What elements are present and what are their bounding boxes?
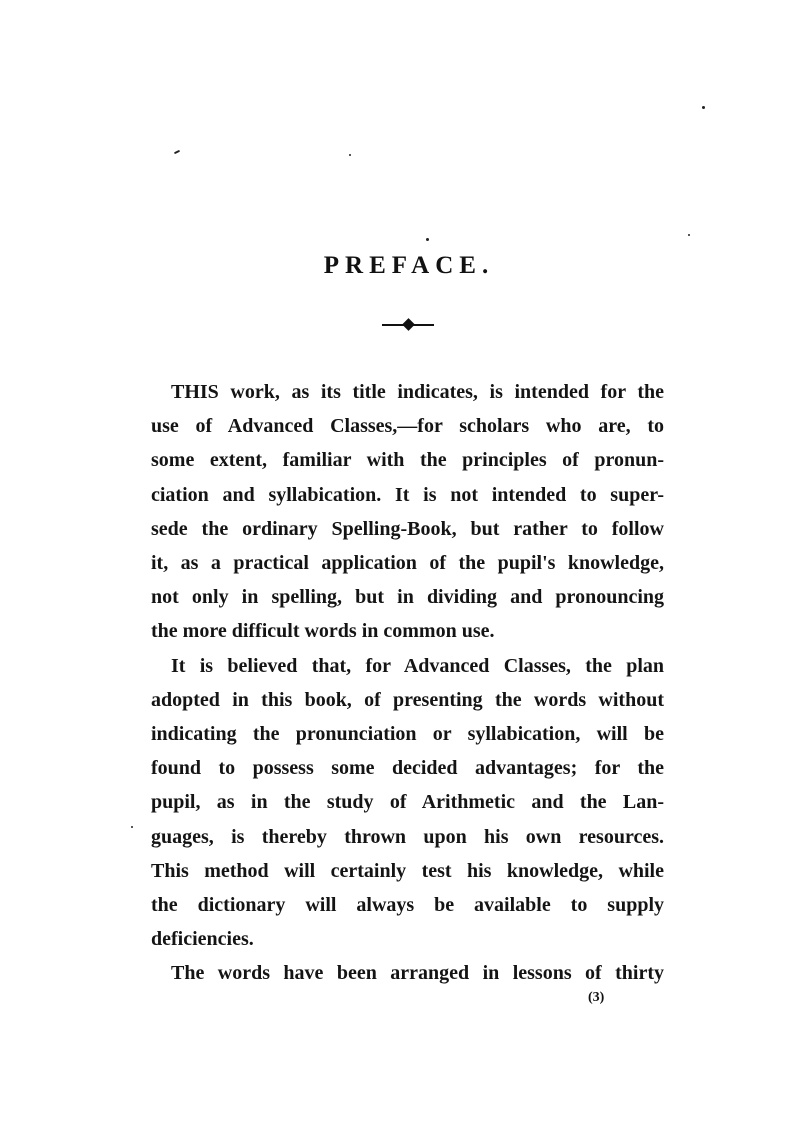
paragraph-1 <box>151 375 664 649</box>
scan-speck <box>688 234 690 236</box>
preface-body <box>151 375 664 991</box>
text-line: some extent, familiar with the principles of pronun- <box>151 449 664 472</box>
page-title: PREFACE. <box>323 252 495 279</box>
title-ornament <box>382 318 434 332</box>
scan-speck <box>131 826 133 828</box>
scan-speck <box>349 154 351 156</box>
text-line: THIS work, as its title indicates, is intended for the <box>171 381 664 403</box>
scan-speck <box>174 150 180 154</box>
text-line: sede the ordinary Spelling-Book, but rather to follow <box>151 517 664 540</box>
page-number: (3) <box>588 990 605 1005</box>
scan-speck <box>426 238 429 241</box>
text-line: not only in spelling, but in dividing and pronouncing <box>151 586 664 609</box>
text-line: adopted in this book, of presenting the words without <box>151 688 664 711</box>
paragraph-3 <box>151 956 664 990</box>
text-line: it, as a practical application of the pupil's knowledge, <box>151 552 664 575</box>
text-line: the more difficult words in common use. <box>151 620 495 643</box>
text-line: deficiencies. <box>151 928 254 951</box>
text-line: This method will certainly test his knowledge, while <box>151 859 664 882</box>
paragraph-2 <box>151 649 664 957</box>
text-line: found to possess some decided advantages; for the <box>151 757 664 780</box>
scan-speck <box>702 106 705 109</box>
text-line: pupil, as in the study of Arithmetic and the Lan- <box>151 791 664 814</box>
text-line: the dictionary will always be available to supply <box>151 894 664 917</box>
text-line: use of Advanced Classes,—for scholars who are, to <box>151 415 664 438</box>
text-line: The words have been arranged in lessons of thirty <box>171 962 664 985</box>
text-line: ciation and syllabication. It is not intended to super- <box>151 483 664 506</box>
text-line: indicating the pronunciation or syllabication, will be <box>151 723 664 746</box>
text-line: guages, is thereby thrown upon his own resources. <box>151 825 664 848</box>
text-line: It is believed that, for Advanced Classes, the plan <box>171 654 664 677</box>
